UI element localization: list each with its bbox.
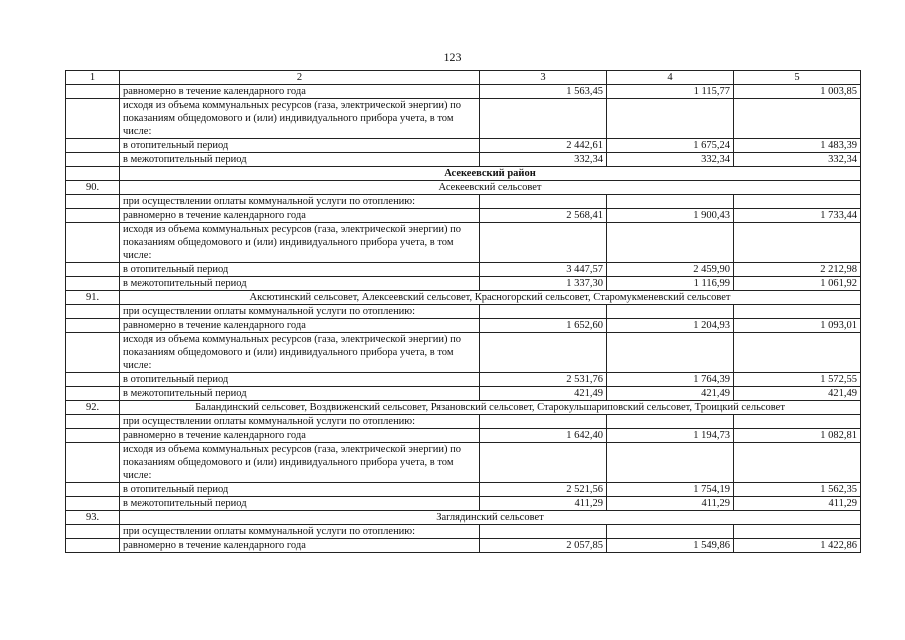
row-index [66, 497, 120, 511]
table-row [66, 443, 861, 483]
row-index [66, 139, 120, 153]
value-col-3 [480, 223, 607, 263]
value-col-5 [734, 443, 861, 483]
value-col-3: 332,34 [480, 153, 607, 167]
value-col-5: 1 562,35 [734, 483, 861, 497]
table-row [66, 373, 861, 387]
row-index: 92. [66, 401, 120, 415]
row-index [66, 277, 120, 291]
value-col-5 [734, 415, 861, 429]
value-col-4: 1 900,43 [607, 209, 734, 223]
value-col-4 [607, 333, 734, 373]
row-label: при осуществлении оплаты коммунальной услуги по отоплению: [120, 415, 480, 429]
section-title: Аксютинский сельсовет, Алексеевский сельсовет, Красногорский сельсовет, Старомукменевский сельсовет [120, 291, 861, 305]
row-index [66, 99, 120, 139]
value-col-4: 421,49 [607, 387, 734, 401]
row-label: в межотопительный период [120, 387, 480, 401]
section-row [66, 291, 861, 305]
row-index [66, 209, 120, 223]
row-index [66, 525, 120, 539]
row-index: 93. [66, 511, 120, 525]
row-index [66, 539, 120, 553]
table-row [66, 209, 861, 223]
value-col-3: 421,49 [480, 387, 607, 401]
value-col-5 [734, 195, 861, 209]
value-col-4: 2 459,90 [607, 263, 734, 277]
table-row [66, 429, 861, 443]
section-row [66, 401, 861, 415]
row-index: 91. [66, 291, 120, 305]
table-row [66, 539, 861, 553]
value-col-5: 421,49 [734, 387, 861, 401]
row-label: в межотопительный период [120, 153, 480, 167]
value-col-3: 411,29 [480, 497, 607, 511]
value-col-5: 1 082,81 [734, 429, 861, 443]
row-label: в отопительный период [120, 483, 480, 497]
tariff-table [65, 70, 861, 553]
row-index [66, 305, 120, 319]
row-label: при осуществлении оплаты коммунальной услуги по отоплению: [120, 195, 480, 209]
table-row [66, 263, 861, 277]
table-row [66, 415, 861, 429]
value-col-4 [607, 99, 734, 139]
page-number: 123 [443, 50, 462, 64]
value-col-5: 2 212,98 [734, 263, 861, 277]
value-col-5: 1 093,01 [734, 319, 861, 333]
row-label: при осуществлении оплаты коммунальной услуги по отоплению: [120, 305, 480, 319]
row-index [66, 443, 120, 483]
value-col-4: 411,29 [607, 497, 734, 511]
value-col-5: 1 422,86 [734, 539, 861, 553]
value-col-3 [480, 415, 607, 429]
section-row [66, 181, 861, 195]
district-title: Асекеевский район [120, 167, 861, 181]
value-col-4 [607, 195, 734, 209]
table-row [66, 85, 861, 99]
header-cell-2: 2 [120, 71, 480, 85]
table-row [66, 333, 861, 373]
value-col-3: 1 337,30 [480, 277, 607, 291]
value-col-4 [607, 525, 734, 539]
row-index [66, 167, 120, 181]
row-label: при осуществлении оплаты коммунальной услуги по отоплению: [120, 525, 480, 539]
row-index [66, 483, 120, 497]
row-index [66, 263, 120, 277]
row-label: равномерно в течение календарного года [120, 85, 480, 99]
district-row [66, 167, 861, 181]
value-col-3: 3 447,57 [480, 263, 607, 277]
value-col-3 [480, 443, 607, 483]
row-index [66, 195, 120, 209]
value-col-3 [480, 333, 607, 373]
row-index: 90. [66, 181, 120, 195]
value-col-4: 332,34 [607, 153, 734, 167]
table-row [66, 525, 861, 539]
value-col-5: 1 483,39 [734, 139, 861, 153]
value-col-4 [607, 443, 734, 483]
row-index [66, 429, 120, 443]
value-col-4: 1 549,86 [607, 539, 734, 553]
row-label: исходя из объема коммунальных ресурсов (газа, электрической энергии) по показаниям общедомового и (или) индивидуального прибора учета, в том числе: [120, 99, 480, 139]
header-cell-1: 1 [66, 71, 120, 85]
value-col-4: 1 115,77 [607, 85, 734, 99]
value-col-5 [734, 99, 861, 139]
value-col-4 [607, 415, 734, 429]
section-title: Баландинский сельсовет, Воздвиженский сельсовет, Рязановский сельсовет, Старокульшариповский сельсовет, Троицкий сельсовет [120, 401, 861, 415]
section-row [66, 511, 861, 525]
header-cell-4: 4 [607, 71, 734, 85]
row-label: в межотопительный период [120, 497, 480, 511]
section-title: Заглядинский сельсовет [120, 511, 861, 525]
table-row [66, 277, 861, 291]
row-label: исходя из объема коммунальных ресурсов (газа, электрической энергии) по показаниям общедомового и (или) индивидуального прибора учета, в том числе: [120, 223, 480, 263]
value-col-3: 2 531,76 [480, 373, 607, 387]
row-label: исходя из объема коммунальных ресурсов (газа, электрической энергии) по показаниям общедомового и (или) индивидуального прибора учета, в том числе: [120, 443, 480, 483]
row-label: равномерно в течение календарного года [120, 209, 480, 223]
row-index [66, 373, 120, 387]
value-col-3 [480, 99, 607, 139]
row-label: в отопительный период [120, 139, 480, 153]
value-col-3: 1 563,45 [480, 85, 607, 99]
value-col-3 [480, 195, 607, 209]
table-row [66, 483, 861, 497]
value-col-4: 1 194,73 [607, 429, 734, 443]
value-col-4: 1 116,99 [607, 277, 734, 291]
row-index [66, 333, 120, 373]
row-label: в отопительный период [120, 373, 480, 387]
value-col-5: 332,34 [734, 153, 861, 167]
value-col-5 [734, 223, 861, 263]
table-row [66, 99, 861, 139]
value-col-4: 1 204,93 [607, 319, 734, 333]
header-cell-5: 5 [734, 71, 861, 85]
value-col-4 [607, 223, 734, 263]
row-label: в отопительный период [120, 263, 480, 277]
table-row [66, 195, 861, 209]
header-row [66, 71, 861, 85]
value-col-4: 1 754,19 [607, 483, 734, 497]
table-row [66, 223, 861, 263]
row-label: равномерно в течение календарного года [120, 429, 480, 443]
value-col-5 [734, 305, 861, 319]
row-index [66, 85, 120, 99]
header-cell-3: 3 [480, 71, 607, 85]
value-col-4: 1 675,24 [607, 139, 734, 153]
table-row [66, 497, 861, 511]
table-row [66, 319, 861, 333]
value-col-3 [480, 525, 607, 539]
row-index [66, 415, 120, 429]
value-col-3: 1 652,60 [480, 319, 607, 333]
value-col-3 [480, 305, 607, 319]
value-col-3: 2 057,85 [480, 539, 607, 553]
value-col-3: 2 442,61 [480, 139, 607, 153]
row-index [66, 319, 120, 333]
section-title: Асекеевский сельсовет [120, 181, 861, 195]
value-col-4: 1 764,39 [607, 373, 734, 387]
row-label: равномерно в течение календарного года [120, 319, 480, 333]
value-col-5 [734, 525, 861, 539]
value-col-5: 1 733,44 [734, 209, 861, 223]
table-row [66, 153, 861, 167]
value-col-3: 2 521,56 [480, 483, 607, 497]
table-row [66, 139, 861, 153]
row-label: в межотопительный период [120, 277, 480, 291]
row-label: исходя из объема коммунальных ресурсов (газа, электрической энергии) по показаниям общедомового и (или) индивидуального прибора учета, в том числе: [120, 333, 480, 373]
value-col-5: 1 572,55 [734, 373, 861, 387]
row-index [66, 223, 120, 263]
value-col-5: 1 061,92 [734, 277, 861, 291]
table-row [66, 387, 861, 401]
row-index [66, 153, 120, 167]
value-col-5: 1 003,85 [734, 85, 861, 99]
value-col-3: 1 642,40 [480, 429, 607, 443]
value-col-5 [734, 333, 861, 373]
row-label: равномерно в течение календарного года [120, 539, 480, 553]
row-index [66, 387, 120, 401]
table-row [66, 305, 861, 319]
value-col-5: 411,29 [734, 497, 861, 511]
value-col-3: 2 568,41 [480, 209, 607, 223]
value-col-4 [607, 305, 734, 319]
